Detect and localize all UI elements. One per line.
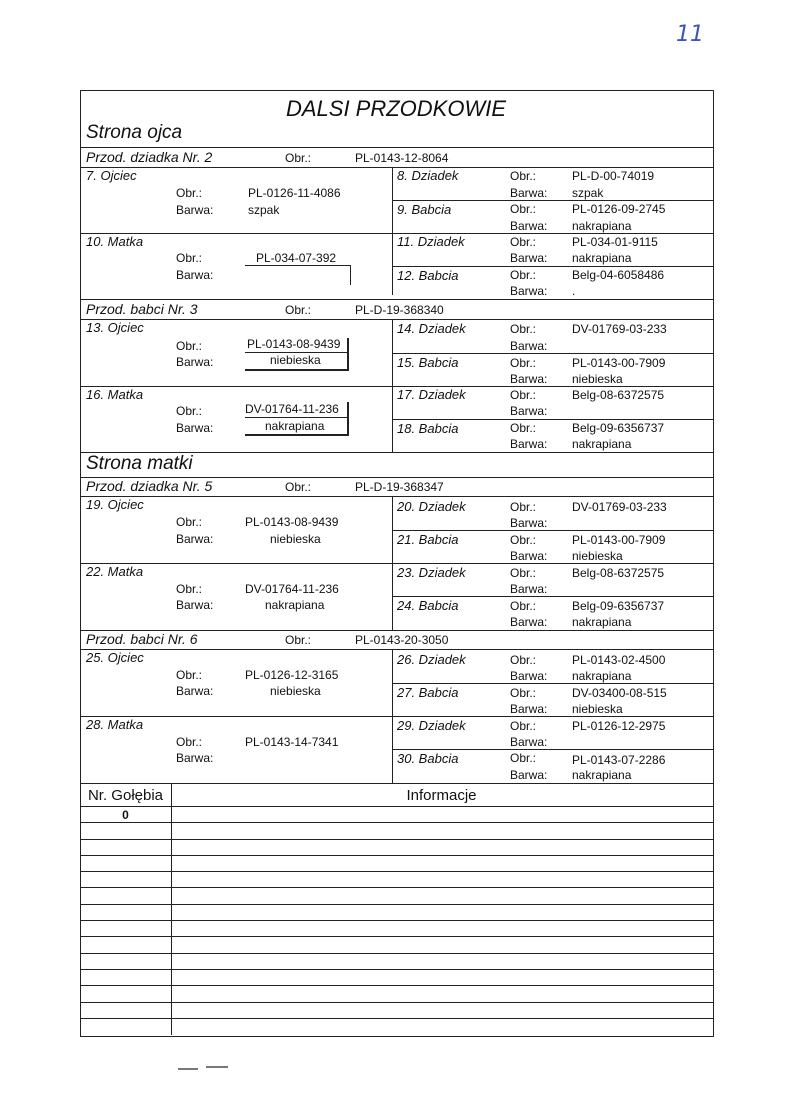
person-name: 8. Dziadek: [397, 168, 459, 183]
ring-number: Belg-04-6058486: [572, 268, 665, 282]
color-value: szpak: [572, 186, 604, 200]
color-value: nakrapiana: [265, 598, 325, 612]
ring-number: DV-01769-03-233: [572, 322, 667, 336]
info-table-row-line: [80, 855, 713, 856]
obr-label: Obr.:: [176, 668, 203, 682]
barwa-label: Barwa:: [510, 339, 548, 353]
obr-label: Obr.:: [176, 251, 203, 265]
barwa-label: Barwa:: [176, 598, 214, 612]
page-title: DALSI PRZODKOWIE: [285, 96, 507, 121]
ring-number: PL-0143-00-7909: [572, 356, 666, 370]
info-table-row-line: [80, 871, 713, 872]
obr-label: Obr.:: [176, 339, 203, 353]
person-name: 30. Babcia: [397, 751, 459, 766]
barwa-label: Barwa:: [510, 669, 548, 683]
section-heading-father: Strona ojca: [86, 122, 183, 143]
color-value: nakrapiana: [572, 437, 632, 451]
info-table-row-line: [80, 953, 713, 954]
ring-number: PL-0143-08-9439: [245, 515, 339, 529]
group-obr-label: Obr.:: [285, 303, 312, 317]
barwa-label: Barwa:: [176, 268, 214, 282]
ring-number: PL-D-00-74019: [572, 169, 655, 183]
obr-label: Obr.:: [510, 322, 537, 336]
group-obr-label: Obr.:: [285, 480, 312, 494]
ring-number: Belg-09-6356737: [572, 599, 665, 613]
obr-label: Obr.:: [510, 719, 537, 733]
color-value: nakrapiana: [265, 419, 325, 433]
obr-label: Obr.:: [510, 202, 537, 216]
person-name: 19. Ojciec: [86, 497, 144, 512]
obr-label: Obr.:: [510, 500, 537, 514]
color-value: .: [572, 284, 576, 298]
obr-label: Obr.:: [510, 169, 537, 183]
obr-label: Obr.:: [510, 533, 537, 547]
obr-label: Obr.:: [510, 268, 537, 282]
color-value: szpak: [248, 203, 280, 217]
person-name: 21. Babcia: [397, 532, 459, 547]
person-name: 28. Matka: [86, 717, 144, 732]
group-obr-value: PL-D-19-368340: [355, 303, 444, 317]
ring-number: DV-03400-08-515: [572, 686, 667, 700]
ring-number: PL-0126-12-2975: [572, 719, 666, 733]
info-table-row-line: [80, 904, 713, 905]
obr-label: Obr.:: [176, 582, 203, 596]
obr-label: Obr.:: [510, 356, 537, 370]
obr-label: Obr.:: [510, 421, 537, 435]
barwa-label: Barwa:: [510, 735, 548, 749]
barwa-label: Barwa:: [510, 702, 548, 716]
ring-number: PL-0126-12-3165: [245, 668, 339, 682]
group-label: Przod. dziadka Nr. 5: [86, 478, 213, 494]
person-name: 29. Dziadek: [397, 718, 466, 733]
barwa-label: Barwa:: [176, 684, 214, 698]
person-name: 27. Babcia: [397, 685, 459, 700]
info-table-row-line: [80, 985, 713, 986]
color-value: niebieska: [572, 702, 623, 716]
group-obr-value: PL-D-19-368347: [355, 480, 444, 494]
ring-number: DV-01764-11-236: [245, 582, 339, 596]
obr-label: Obr.:: [510, 686, 537, 700]
ring-number: PL-0143-14-7341: [245, 735, 339, 749]
info-table-row-line: [80, 969, 713, 970]
barwa-label: Barwa:: [510, 549, 548, 563]
barwa-label: Barwa:: [176, 203, 214, 217]
color-value: nakrapiana: [572, 615, 632, 629]
ring-number: PL-0143-00-7909: [572, 533, 666, 547]
page-number: 11: [676, 22, 704, 47]
obr-label: Obr.:: [510, 653, 537, 667]
ring-number: PL-034-07-392: [256, 251, 337, 265]
group-obr-value: PL-0143-12-8064: [355, 151, 449, 165]
barwa-label: Barwa:: [510, 404, 548, 418]
ring-number: PL-0126-11-4086: [248, 186, 341, 200]
ring-number: DV-01764-11-236: [245, 402, 339, 416]
section-heading-mother: Strona matki: [86, 453, 193, 474]
barwa-label: Barwa:: [510, 186, 548, 200]
person-name: 25. Ojciec: [86, 650, 144, 665]
barwa-label: Barwa:: [176, 355, 214, 369]
info-table-row-line: [80, 887, 713, 888]
barwa-label: Barwa:: [510, 372, 548, 386]
barwa-label: Barwa:: [510, 582, 548, 596]
barwa-label: Barwa:: [510, 251, 548, 265]
person-name: 9. Babcia: [397, 202, 452, 217]
group-label: Przod. dziadka Nr. 2: [86, 149, 213, 165]
group-label: Przod. babci Nr. 3: [86, 301, 198, 317]
obr-label: Obr.:: [510, 599, 537, 613]
person-name: 14. Dziadek: [397, 321, 466, 336]
person-name: 7. Ojciec: [86, 168, 137, 183]
obr-label: Obr.:: [176, 404, 203, 418]
color-value: nakrapiana: [572, 669, 632, 683]
info-table-row-line: [80, 822, 713, 823]
info-col-number-header: Nr. Gołębia: [87, 787, 164, 804]
color-value: niebieska: [270, 684, 321, 698]
ring-number: PL-0143-08-9439: [247, 337, 341, 351]
ring-number: PL-0126-09-2745: [572, 202, 666, 216]
person-name: 22. Matka: [86, 564, 144, 579]
group-obr-value: PL-0143-20-3050: [355, 633, 449, 647]
color-value: nakrapiana: [572, 219, 632, 233]
person-name: 11. Dziadek: [397, 234, 465, 249]
person-name: 23. Dziadek: [397, 565, 466, 580]
person-name: 20. Dziadek: [397, 499, 466, 514]
person-name: 18. Babcia: [397, 421, 459, 436]
info-table-row-line: [80, 936, 713, 937]
barwa-label: Barwa:: [510, 768, 548, 782]
obr-label: Obr.:: [176, 515, 203, 529]
color-value: nakrapiana: [572, 768, 632, 782]
info-table-row-line: [80, 1002, 713, 1003]
obr-label: Obr.:: [510, 566, 537, 580]
color-value: niebieska: [572, 372, 623, 386]
color-value: niebieska: [572, 549, 623, 563]
ring-number: PL-0143-07-2286: [572, 753, 666, 767]
pigeon-number-cell[interactable]: 0: [122, 808, 129, 822]
obr-label: Obr.:: [510, 388, 537, 402]
info-table-row-line: [80, 839, 713, 840]
group-obr-label: Obr.:: [285, 151, 312, 165]
ring-number: Belg-09-6356737: [572, 421, 665, 435]
person-name: 17. Dziadek: [397, 387, 466, 402]
color-value: niebieska: [270, 353, 321, 367]
barwa-label: Barwa:: [176, 532, 214, 546]
ring-number: PL-034-01-9115: [572, 235, 658, 249]
ring-number: DV-01769-03-233: [572, 500, 667, 514]
obr-label: Obr.:: [176, 186, 203, 200]
barwa-label: Barwa:: [510, 219, 548, 233]
color-value: niebieska: [270, 532, 321, 546]
obr-label: Obr.:: [176, 735, 203, 749]
barwa-label: Barwa:: [510, 437, 548, 451]
person-name: 10. Matka: [86, 234, 144, 249]
info-col-info-header: Informacje: [406, 787, 477, 804]
obr-label: Obr.:: [510, 235, 537, 249]
barwa-label: Barwa:: [510, 516, 548, 530]
obr-label: Obr.:: [510, 751, 537, 765]
person-name: 15. Babcia: [397, 355, 459, 370]
person-name: 13. Ojciec: [86, 320, 144, 335]
barwa-label: Barwa:: [510, 615, 548, 629]
person-name: 16. Matka: [86, 387, 144, 402]
ring-number: PL-0143-02-4500: [572, 653, 666, 667]
group-label: Przod. babci Nr. 6: [86, 631, 198, 647]
info-table-row-line: [80, 920, 713, 921]
person-name: 12. Babcia: [397, 268, 459, 283]
color-value: nakrapiana: [572, 251, 632, 265]
barwa-label: Barwa:: [510, 284, 548, 298]
ring-number: Belg-08-6372575: [572, 388, 665, 402]
person-name: 24. Babcia: [397, 598, 459, 613]
barwa-label: Barwa:: [176, 421, 214, 435]
group-obr-label: Obr.:: [285, 633, 312, 647]
person-name: 26. Dziadek: [397, 652, 466, 667]
ring-number: Belg-08-6372575: [572, 566, 665, 580]
barwa-label: Barwa:: [176, 751, 214, 765]
info-table-row-line: [80, 1018, 713, 1019]
